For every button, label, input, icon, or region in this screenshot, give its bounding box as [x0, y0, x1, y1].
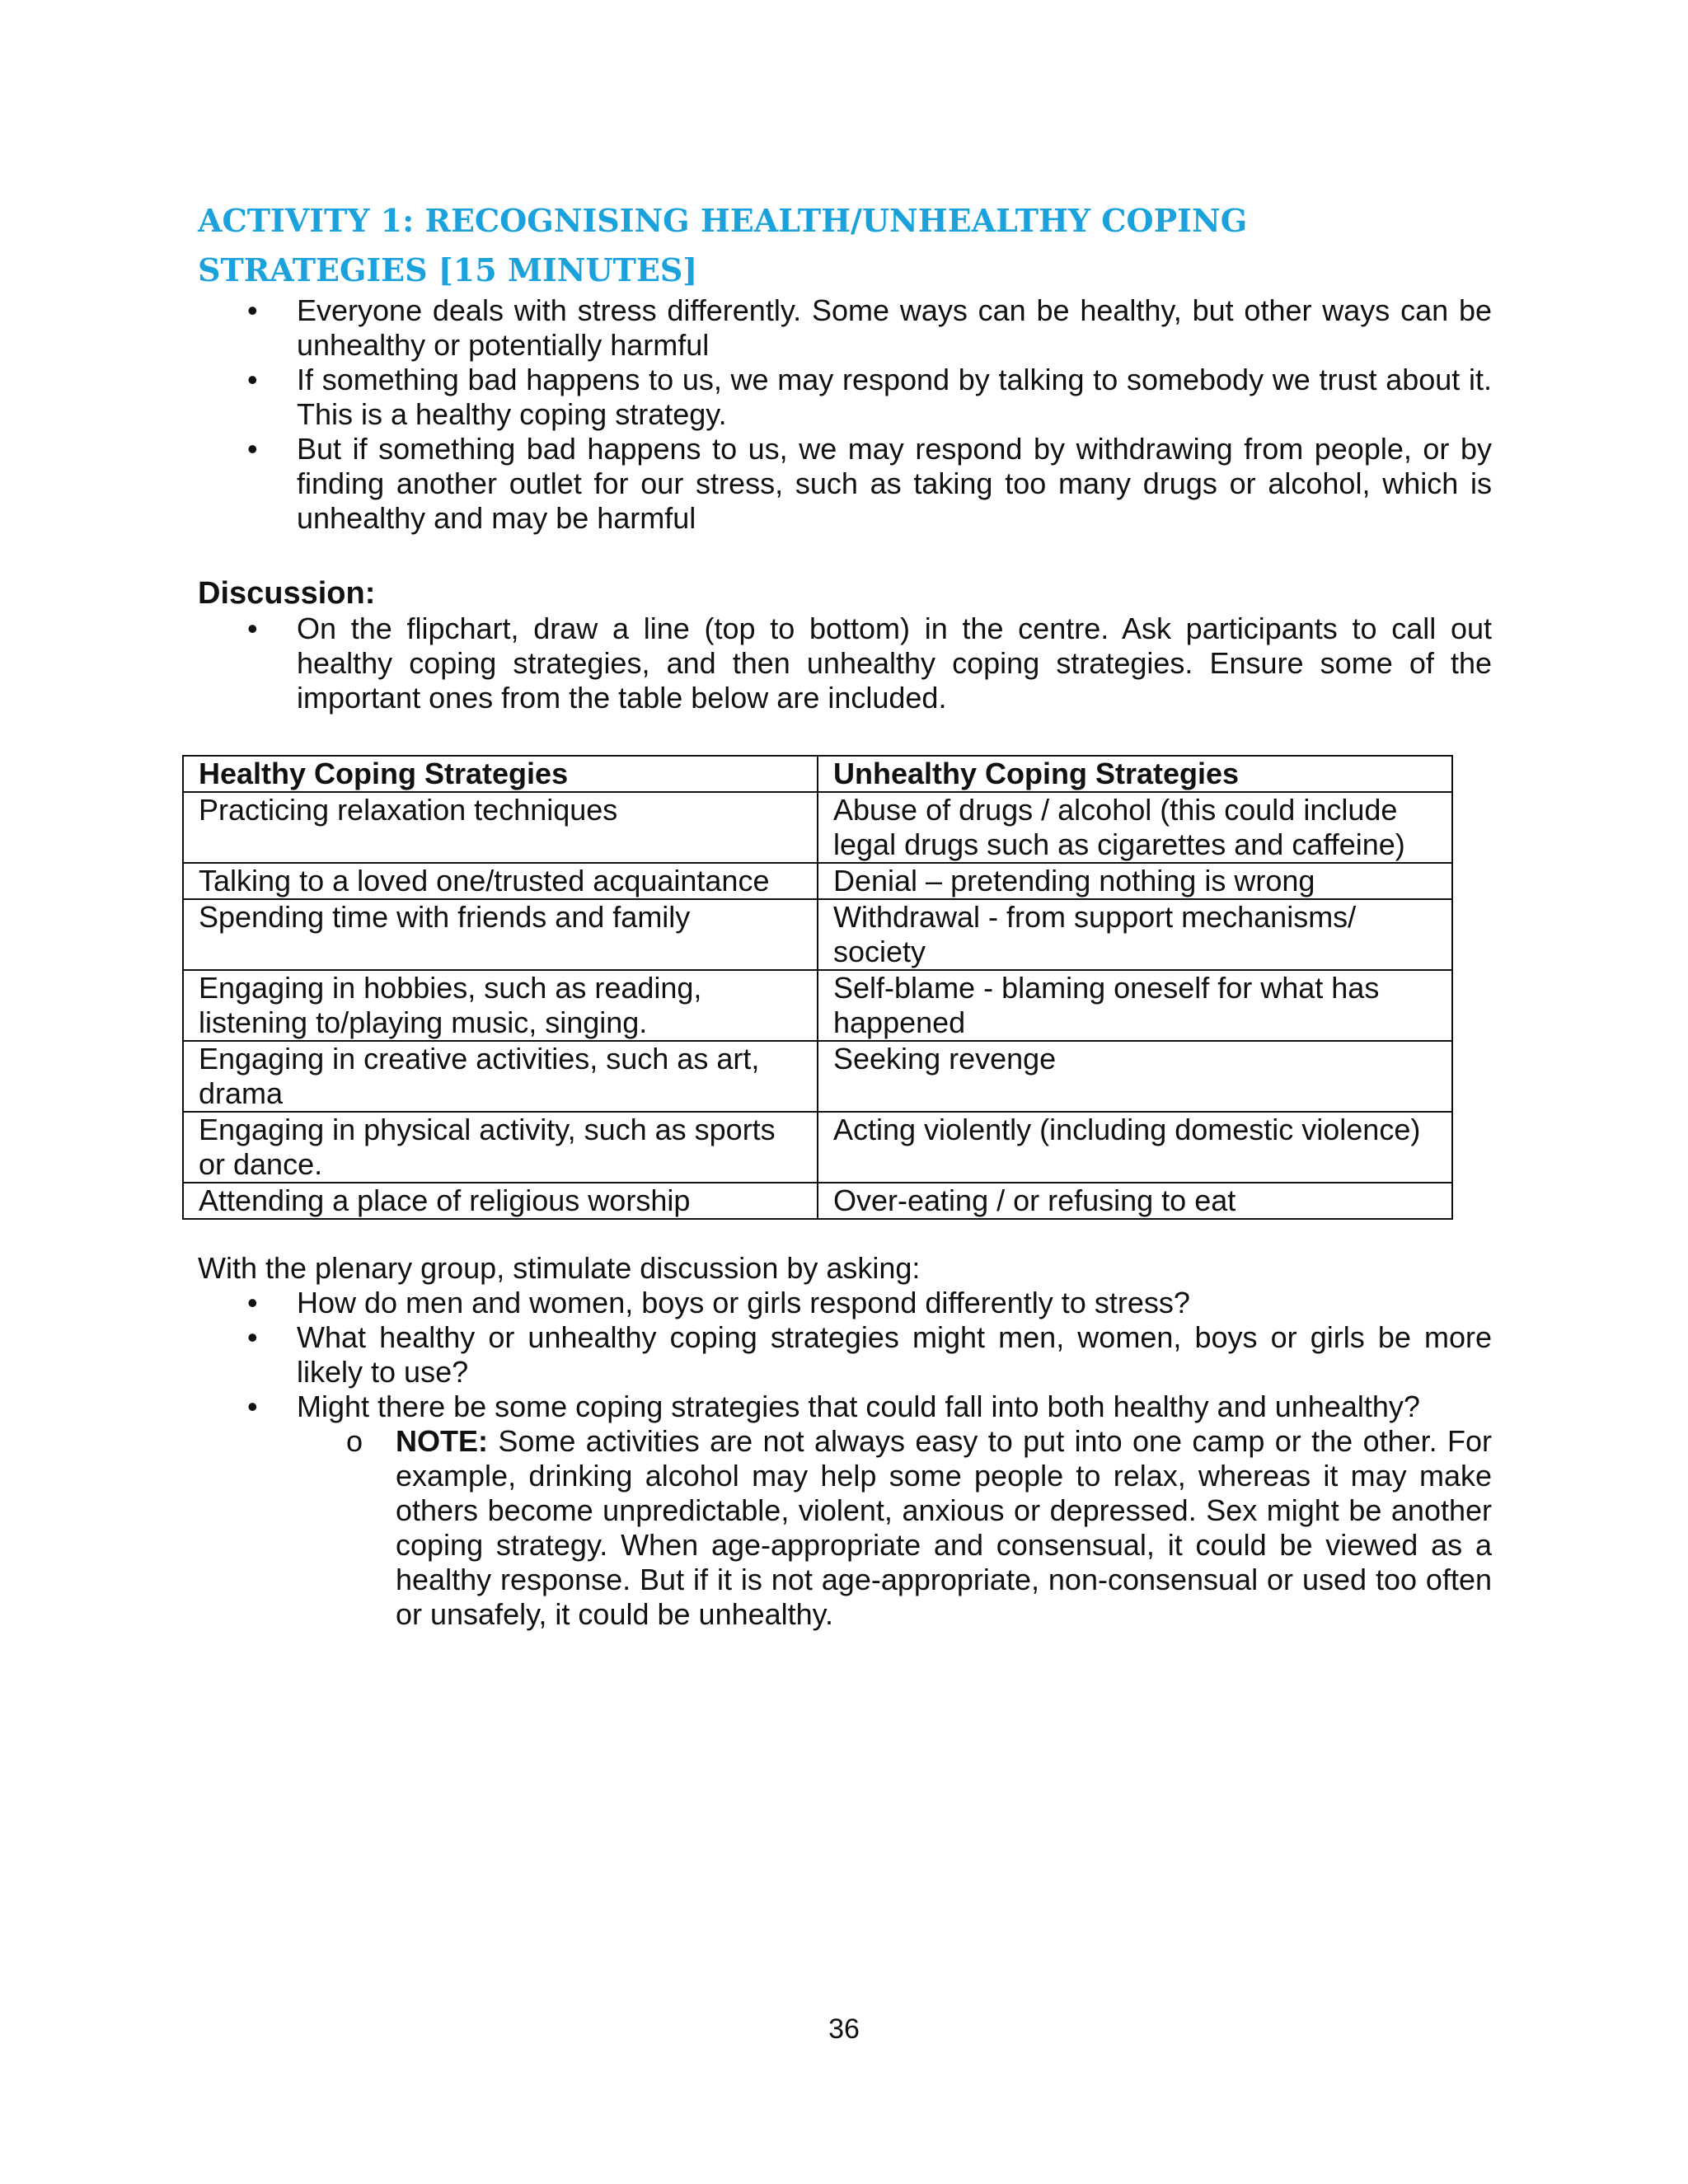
- table-cell: Practicing relaxation techniques: [183, 792, 818, 863]
- list-item: [198, 432, 1492, 536]
- table-cell: Spending time with friends and family: [183, 899, 818, 970]
- table-cell: Engaging in creative activities, such as art, drama: [183, 1041, 818, 1112]
- table-cell: Seeking revenge: [818, 1041, 1452, 1112]
- list-item: [198, 363, 1492, 432]
- bullet-icon: •: [247, 293, 258, 327]
- bullet-icon: •: [247, 1320, 258, 1354]
- table-header-unhealthy: Unhealthy Coping Strategies: [818, 756, 1452, 792]
- plenary-bullet-list: [198, 1286, 1492, 1424]
- table-header-healthy: Healthy Coping Strategies: [183, 756, 818, 792]
- list-item: [198, 612, 1492, 715]
- table-cell: Talking to a loved one/trusted acquaintance: [183, 863, 818, 899]
- bullet-icon: •: [247, 432, 258, 466]
- bullet-icon: •: [247, 363, 258, 396]
- table-cell: Engaging in physical activity, such as sports or dance.: [183, 1112, 818, 1183]
- discussion-section: [198, 575, 1492, 715]
- table-cell: Over-eating / or refusing to eat: [818, 1183, 1452, 1219]
- table-cell: Engaging in hobbies, such as reading, listening to/playing music, singing.: [183, 970, 818, 1041]
- table-row: [183, 792, 1452, 863]
- bullet-text: Everyone deals with stress differently. Some ways can be healthy, but other ways can be unhealthy or potentially harmful: [297, 293, 1492, 362]
- page-number: 36: [828, 2013, 860, 2045]
- list-item: [198, 1320, 1492, 1390]
- bullet-icon: •: [247, 1390, 258, 1423]
- discussion-bullet-list: [198, 612, 1492, 715]
- table-cell: Self-blame - blaming oneself for what has happened: [818, 970, 1452, 1041]
- bullet-text: What healthy or unhealthy coping strategies might men, women, boys or girls be more likely to use?: [297, 1320, 1492, 1389]
- bullet-icon: •: [247, 1286, 258, 1319]
- sub-bullet-icon: o: [346, 1424, 363, 1458]
- table-cell: Attending a place of religious worship: [183, 1183, 818, 1219]
- list-item: [198, 293, 1492, 363]
- bullet-text: How do men and women, boys or girls respond differently to stress?: [297, 1286, 1190, 1319]
- table-header-row: [183, 756, 1452, 792]
- plenary-section: [198, 1251, 1492, 1632]
- table-cell: Denial – pretending nothing is wrong: [818, 863, 1452, 899]
- table-row: [183, 1112, 1452, 1183]
- table-row: [183, 970, 1452, 1041]
- bullet-icon: •: [247, 612, 258, 645]
- intro-section: [198, 293, 1492, 536]
- table-row: [183, 1183, 1452, 1219]
- note-sub-list: [198, 1424, 1492, 1632]
- table-cell: Acting violently (including domestic violence): [818, 1112, 1452, 1183]
- table-cell: Abuse of drugs / alcohol (this could include legal drugs such as cigarettes and caffeine): [818, 792, 1452, 863]
- coping-strategies-table: [182, 755, 1453, 1220]
- note-item: [198, 1424, 1492, 1632]
- table-row: [183, 899, 1452, 970]
- intro-bullet-list: [198, 293, 1492, 536]
- table-row: [183, 1041, 1452, 1112]
- list-item: [198, 1390, 1492, 1424]
- plenary-intro: With the plenary group, stimulate discussion by asking:: [198, 1251, 921, 1285]
- activity-heading: ACTIVITY 1: RECOGNISING HEALTH/UNHEALTHY COPING STRATEGIES [15 MINUTES]: [198, 202, 1248, 288]
- bullet-text: If something bad happens to us, we may respond by talking to somebody we trust about it. This is a healthy coping strategy.: [297, 363, 1492, 431]
- table-row: [183, 863, 1452, 899]
- bullet-text: But if something bad happens to us, we may respond by withdrawing from people, or by finding another outlet for our stress, such as taking too many drugs or alcohol, which is unhealthy and may be harmful: [297, 432, 1492, 535]
- list-item: [198, 1286, 1492, 1320]
- discussion-title: Discussion:: [198, 576, 376, 611]
- note-label: NOTE:: [396, 1424, 488, 1458]
- table-cell: Withdrawal - from support mechanisms/ society: [818, 899, 1452, 970]
- bullet-text: Might there be some coping strategies that could fall into both healthy and unhealthy?: [297, 1390, 1420, 1423]
- note-text: Some activities are not always easy to put into one camp or the other. For example, drinking alcohol may help some people to relax, whereas it may make others become unpredictable, violent, anxious or depressed. Sex might be another coping strategy. When age-appropriate and consensual, it could be viewed as a healthy response. But if it is not age-appropriate, non-consensual or used too often or unsafely, it could be unhealthy.: [396, 1424, 1492, 1631]
- bullet-text: On the flipchart, draw a line (top to bottom) in the centre. Ask participants to call out healthy coping strategies, and then unhealthy coping strategies. Ensure some of the important ones from the table below are included.: [297, 612, 1492, 715]
